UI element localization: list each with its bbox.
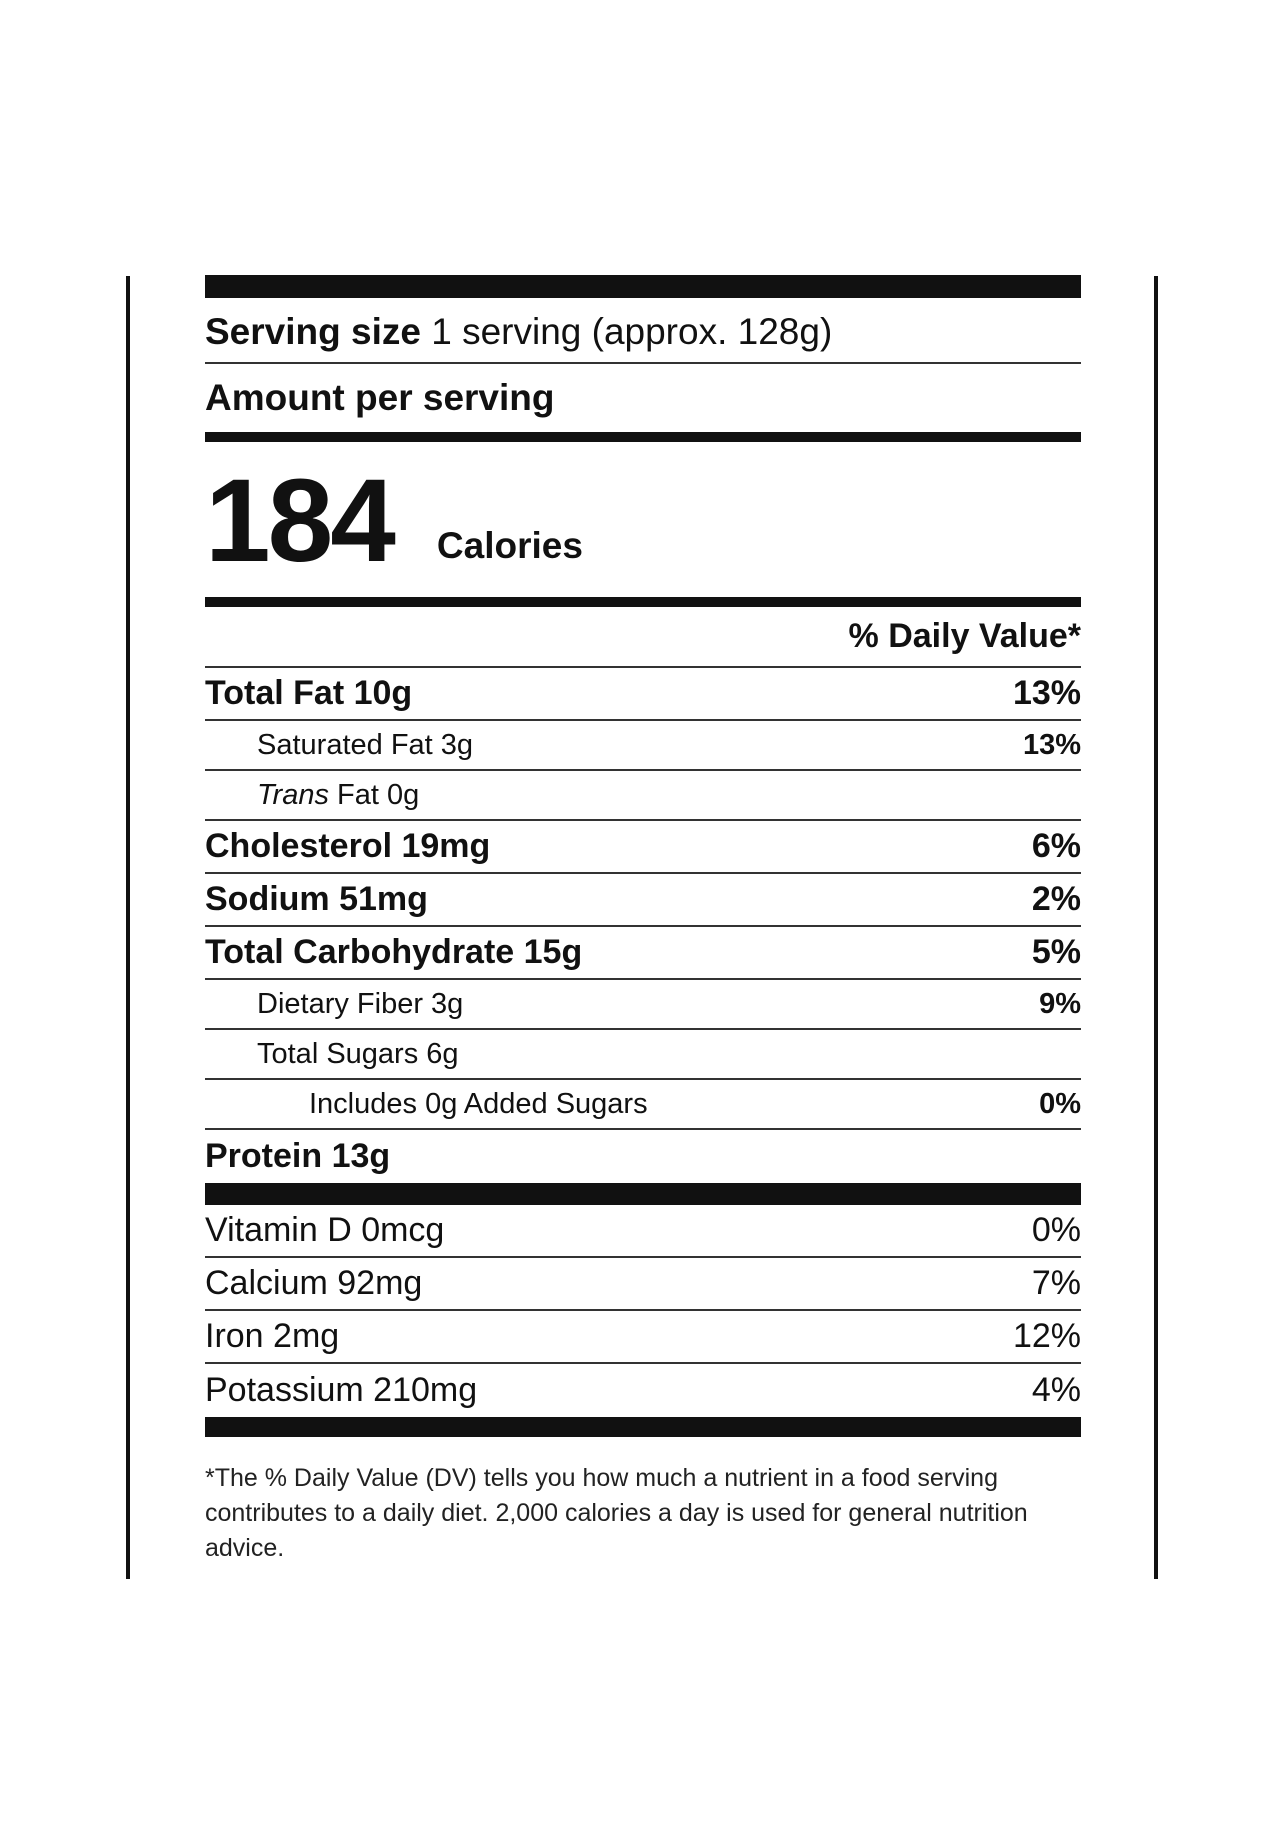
nutrient-name: Sodium 51mg: [205, 880, 428, 918]
calories-value: 184: [205, 455, 393, 587]
nutrition-facts-label: [205, 275, 1081, 1566]
nutrient-name: Total Carbohydrate 15g: [205, 933, 583, 971]
nutrient-row-cholesterol: [205, 821, 1081, 874]
nutrient-row-added-sugars: [205, 1080, 1081, 1130]
serving-size-text: [205, 311, 832, 353]
amount-per-serving-row: [205, 364, 1081, 432]
right-border-line: [1154, 276, 1158, 1579]
daily-value-header-row: [205, 607, 1081, 668]
vitamin-row-potassium: [205, 1364, 1081, 1417]
vitamin-row-calcium: [205, 1258, 1081, 1311]
trans-fat-text: Fat 0g: [328, 778, 420, 811]
protein-bottom-bar: [205, 1183, 1081, 1205]
nutrient-row-sodium: [205, 874, 1081, 927]
calories-bottom-bar: [205, 597, 1081, 607]
nutrient-name: Total Fat 10g: [205, 674, 413, 712]
vitamin-name: Vitamin D 0mcg: [205, 1211, 445, 1249]
vitamin-row-vitamin-d: [205, 1205, 1081, 1258]
nutrient-percent: 9%: [1039, 987, 1081, 1020]
nutrient-percent: 2%: [1031, 880, 1081, 918]
nutrient-percent: 13%: [1022, 728, 1081, 761]
vitamin-percent: 7%: [1031, 1264, 1081, 1302]
serving-size-label: Serving size: [205, 311, 421, 352]
nutrient-row-total-sugars: [205, 1030, 1081, 1080]
calories-label: Calories: [436, 525, 583, 566]
daily-value-header: % Daily Value*: [848, 617, 1081, 655]
vitamin-row-iron: [205, 1311, 1081, 1364]
nutrient-row-total-fat: [205, 668, 1081, 721]
serving-size-value: 1 serving (approx. 128g): [431, 311, 833, 352]
vitamin-name: Potassium 210mg: [205, 1371, 478, 1409]
vitamin-percent: 0%: [1031, 1211, 1081, 1249]
serving-size-row: [205, 298, 1081, 364]
nutrient-name: Includes 0g Added Sugars: [309, 1087, 648, 1120]
bottom-thick-bar: [205, 1417, 1081, 1437]
vitamin-name: Calcium 92mg: [205, 1264, 423, 1302]
nutrient-percent: 5%: [1031, 933, 1081, 971]
nutrient-row-dietary-fiber: [205, 980, 1081, 1030]
vitamin-name: Iron 2mg: [205, 1317, 340, 1355]
vitamin-percent: 4%: [1031, 1371, 1081, 1409]
nutrient-name: Dietary Fiber 3g: [257, 987, 464, 1020]
nutrient-name: [205, 779, 419, 812]
amount-per-serving-label: Amount per serving: [205, 377, 555, 418]
calories-top-bar: [205, 432, 1081, 442]
nutrient-row-saturated-fat: [205, 721, 1081, 771]
nutrient-row-trans-fat: [205, 771, 1081, 821]
nutrient-row-total-carbohydrate: [205, 927, 1081, 980]
top-thick-bar: [205, 275, 1081, 298]
nutrient-percent: 0%: [1039, 1087, 1081, 1120]
nutrient-name: Total Sugars 6g: [257, 1037, 459, 1070]
nutrient-row-protein: [205, 1130, 1081, 1183]
left-border-line: [126, 276, 130, 1579]
calories-block: [205, 442, 1081, 597]
nutrient-percent: 13%: [1012, 674, 1081, 712]
vitamin-percent: 12%: [1012, 1317, 1081, 1355]
daily-value-footnote: *The % Daily Value (DV) tells you how much a nutrient in a food serving contributes to a daily diet. 2,000 calories a day is used for general nutrition advice.: [205, 1464, 1028, 1562]
nutrient-name: Cholesterol 19mg: [205, 827, 491, 865]
nutrient-name: Saturated Fat 3g: [257, 728, 474, 761]
trans-prefix: Trans: [257, 778, 329, 811]
nutrient-percent: 6%: [1031, 827, 1081, 865]
nutrient-name: Protein 13g: [205, 1137, 391, 1175]
